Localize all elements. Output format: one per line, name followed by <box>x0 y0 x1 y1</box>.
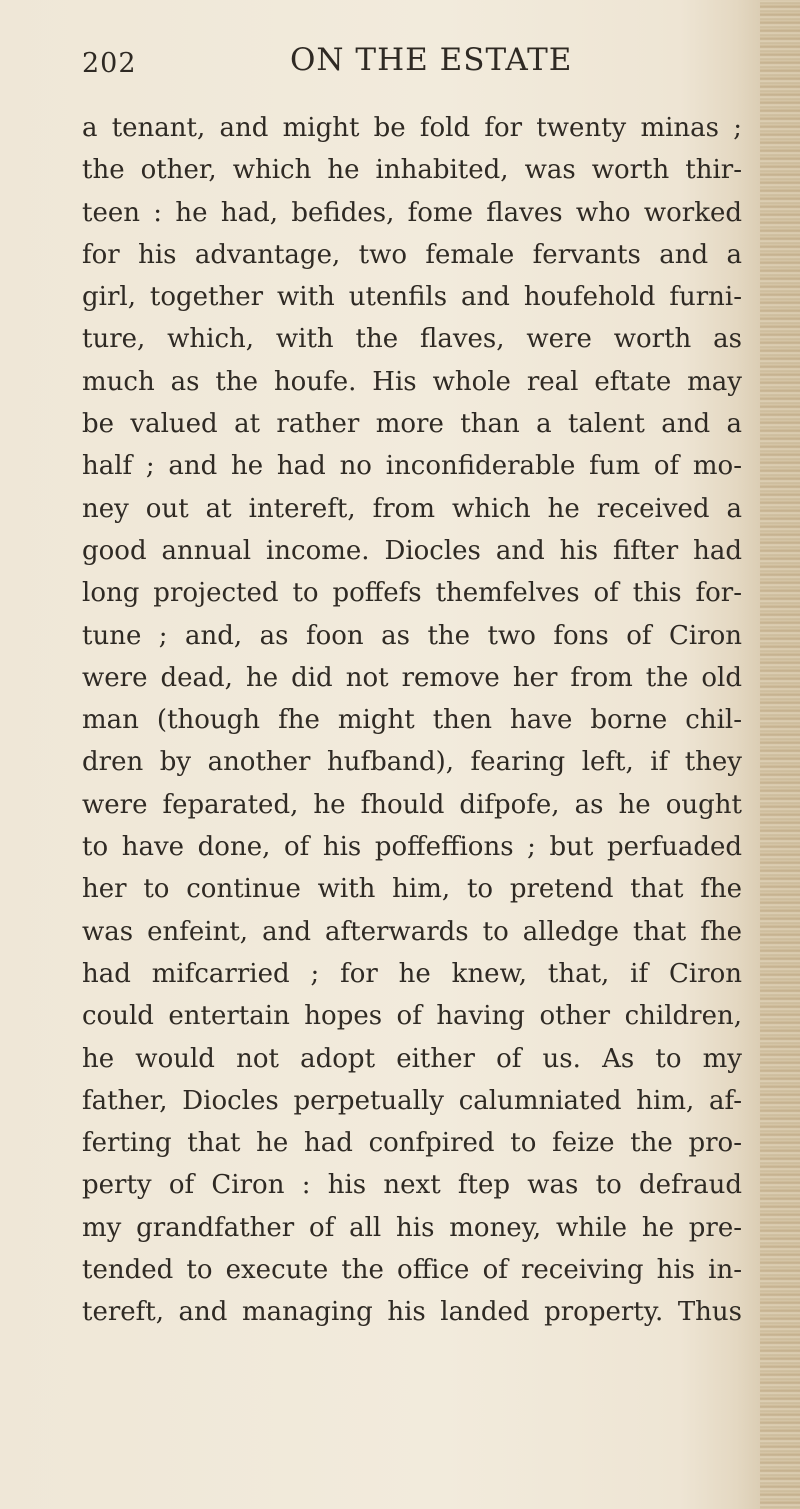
text-line: my grandfather of all his money, while he pre- <box>82 1212 742 1243</box>
text-line: the other, which he inhabited, was worth thir- <box>82 155 742 186</box>
text-line: long projected to poffefs themfelves of this for- <box>82 578 742 609</box>
text-line: perty of Ciron : his next ftep was to defraud <box>82 1170 742 1201</box>
text-line: father, Diocles perpetually calumniated him, af- <box>82 1085 742 1116</box>
text-line: could entertain hopes of having other children, <box>82 1001 742 1032</box>
text-line: girl, together with utenfils and houfehold furni- <box>82 282 742 313</box>
text-line: ture, which, with the flaves, were worth as <box>82 324 742 355</box>
text-line: were dead, he did not remove her from the old <box>82 662 742 693</box>
text-line: tended to execute the office of receiving his in- <box>82 1255 742 1286</box>
text-line: dren by another hufband), fearing left, if they <box>82 747 742 778</box>
text-line: he would not adopt either of us. As to my <box>82 1043 742 1074</box>
text-line: good annual income. Diocles and his fifter had <box>82 535 742 566</box>
text-line: a tenant, and might be fold for twenty minas ; <box>82 113 742 143</box>
text-line: half ; and he had no inconfiderable fum of mo- <box>82 451 742 482</box>
text-line: for his advantage, two female fervants and a <box>82 239 742 270</box>
text-line: much as the houfe. His whole real eftate may <box>82 366 742 397</box>
page-number: 202 <box>82 48 137 79</box>
text-line: was enfeint, and afterwards to alledge that fhe <box>82 916 742 947</box>
text-line: man (though fhe might then have borne chil- <box>82 705 742 736</box>
text-line: to have done, of his poffeffions ; but perfuaded <box>82 832 742 863</box>
text-line: had mifcarried ; for he knew, that, if Ciron <box>82 958 742 989</box>
text-line: were feparated, he fhould difpofe, as he ought <box>82 789 742 820</box>
running-head: ON THE ESTATE <box>290 42 573 78</box>
page-header <box>82 42 742 82</box>
text-line: tereft, and managing his landed property. Thus <box>82 1297 742 1328</box>
text-line: her to continue with him, to pretend that fhe <box>82 874 742 905</box>
text-line: tune ; and, as foon as the two fons of Ciron <box>82 620 742 651</box>
text-line: be valued at rather more than a talent and a <box>82 409 742 440</box>
text-line: ney out at intereft, from which he received a <box>82 493 742 524</box>
page-edge <box>760 0 800 1509</box>
text-line: teen : he had, befides, fome flaves who worked <box>82 197 742 228</box>
text-line: ferting that he had confpired to feize the pro- <box>82 1128 742 1159</box>
body-text <box>82 107 742 1334</box>
